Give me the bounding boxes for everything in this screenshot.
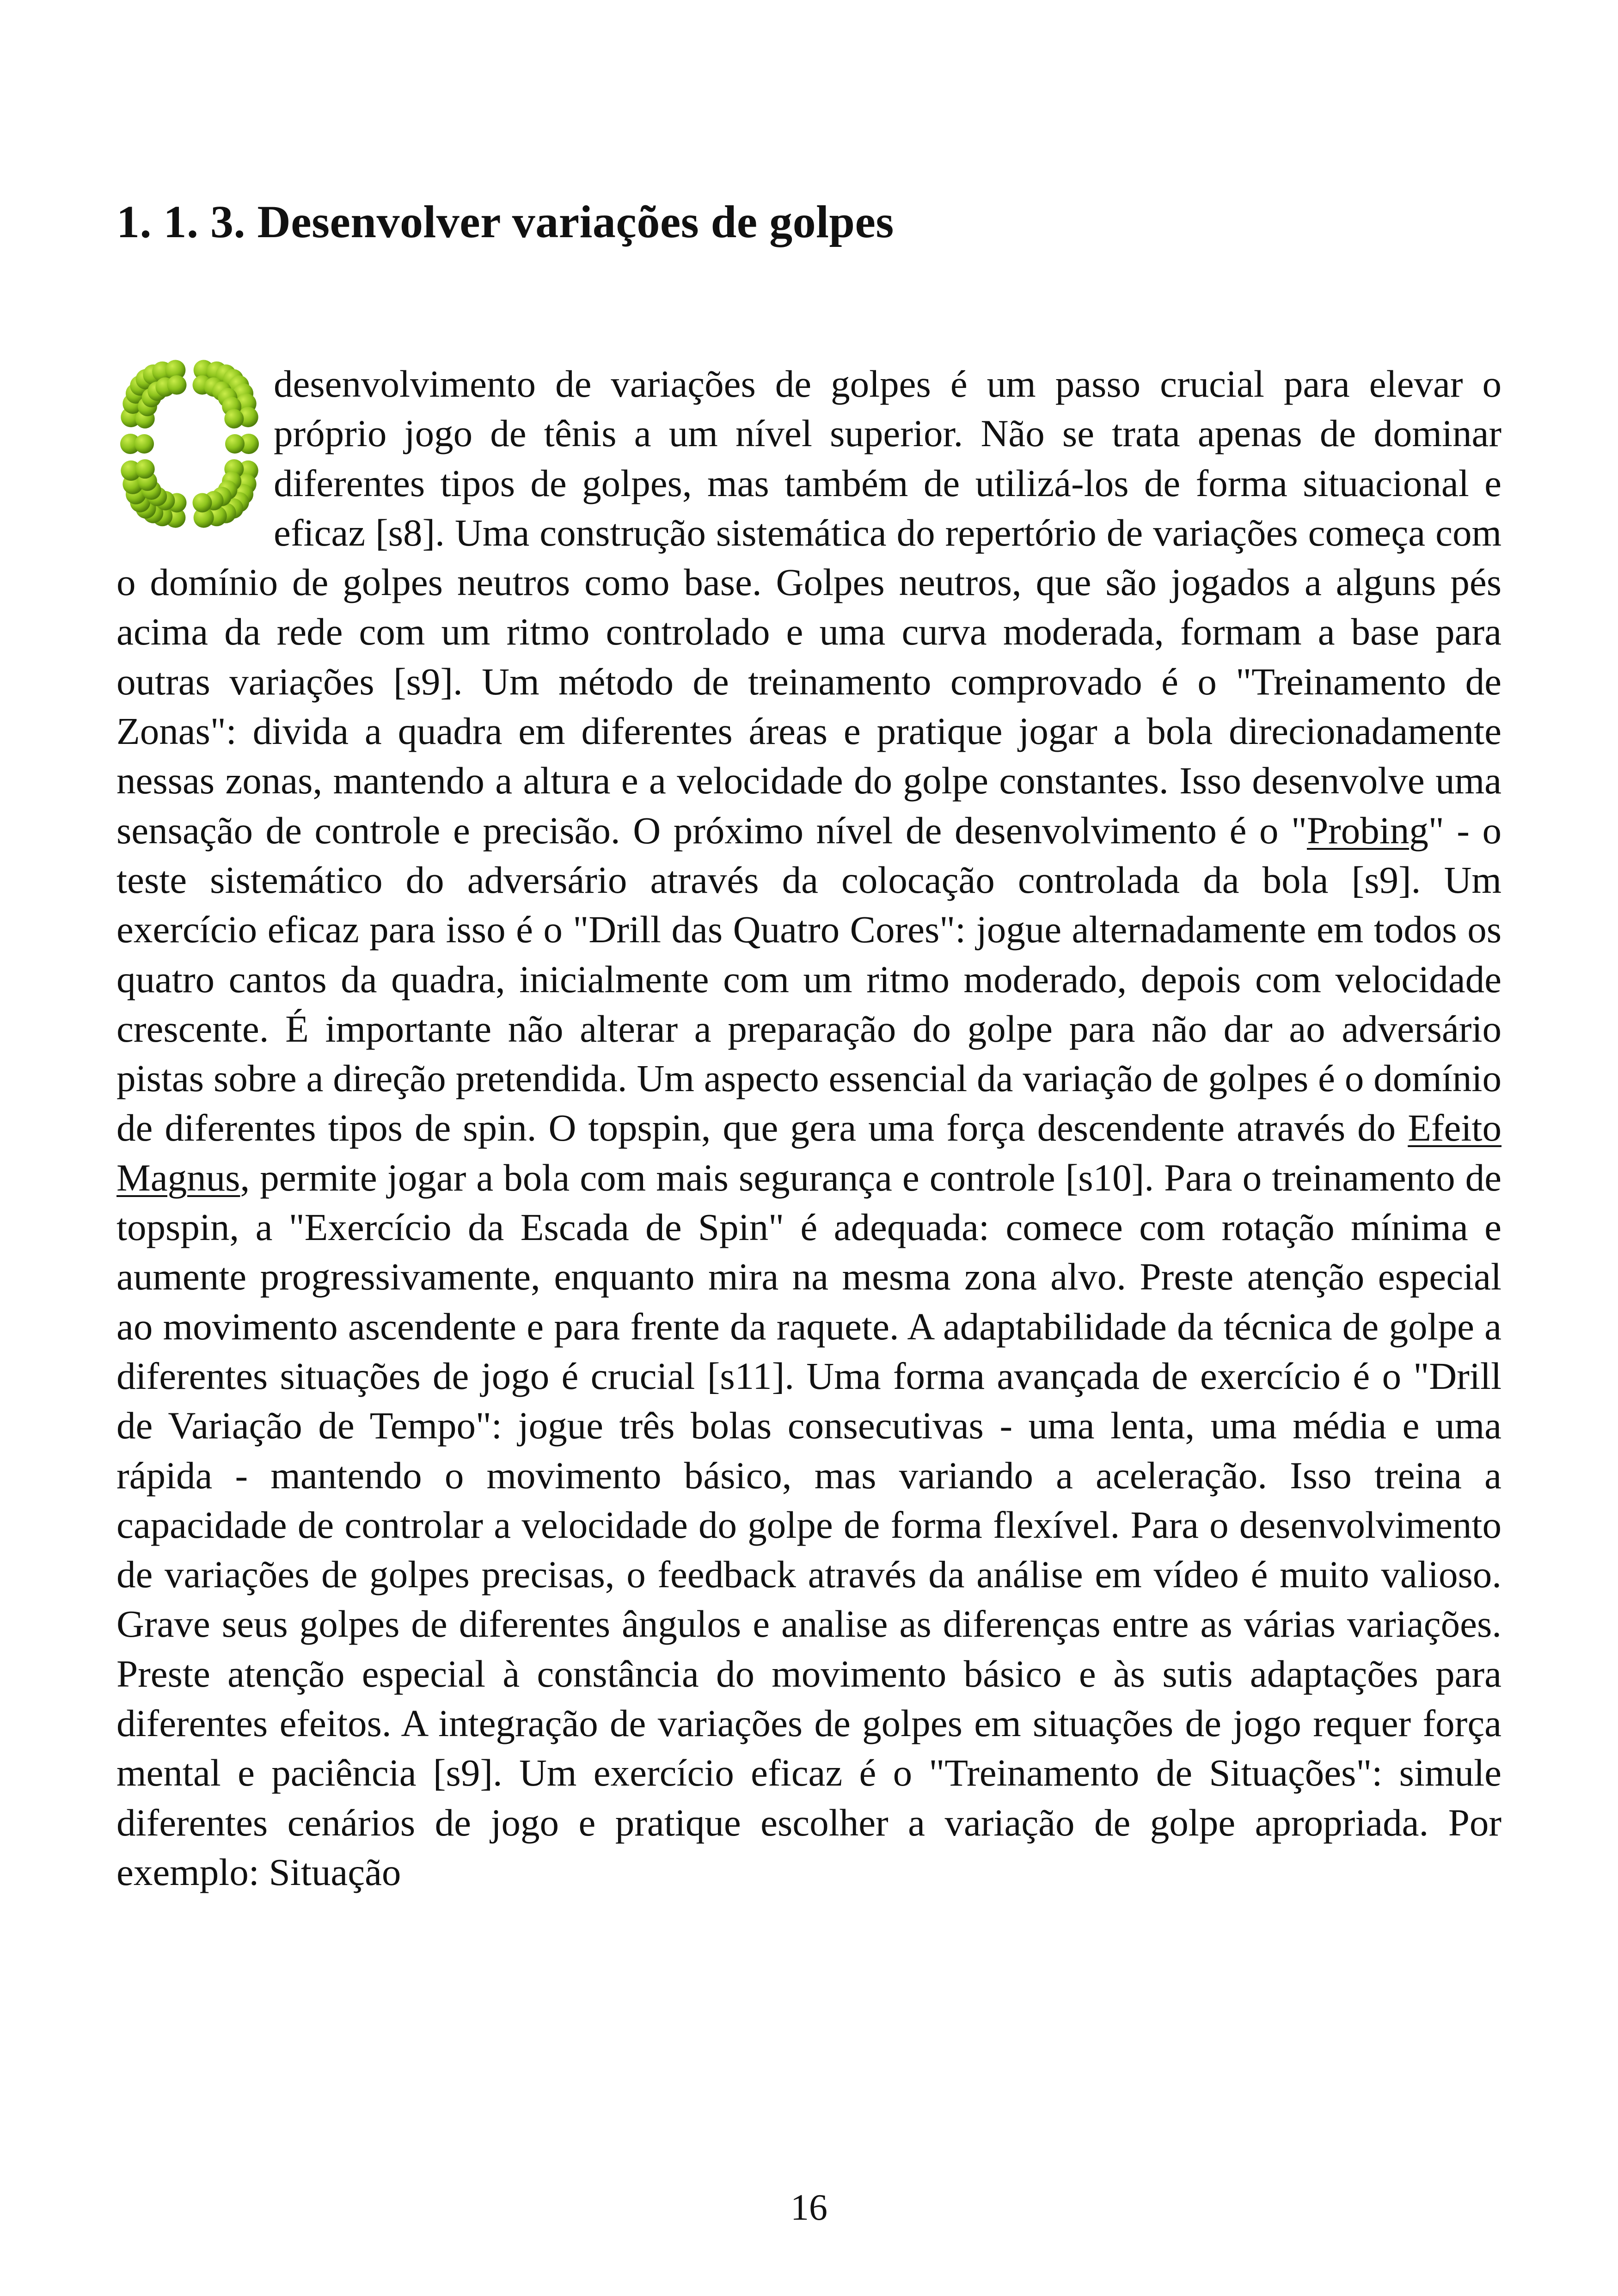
paragraph-text-1: desenvolvimento de variações de golpes é um passo crucial para elevar o próprio jogo de tênis a um nível superior. Não se trata apenas de dominar diferentes tipos de golpes, mas também de utilizá-los de forma situacional e eficaz [s8]. Uma construção sistemática do repertório de variações começa com o domínio de golpes neutros como base. Golpes neutros, que são jogados a alguns pés acima da rede com um ritmo controlado e uma curva moderada, formam a base para outras variações [s9]. Um método de treinamento comprovado é o "Treinamento de Zonas": divida a quadra em diferentes áreas e pratique jogar a bola direcionadamente nessas zonas, mantendo a altura e a velocidade do golpe constantes. Isso desenvolve uma sensação de controle e precisão. O próximo nível de desenvolvimento é o " xyxy=(116,362,1502,852)
tennis-ball xyxy=(224,409,244,429)
section-heading: 1. 1. 3. Desenvolver variações de golpes xyxy=(116,196,894,247)
paragraph-text-3: , permite jogar a bola com mais segurança e controle [s10]. Para o treinamento de topspin, a "Exercício da Escada de Spin" é adequada: comece com rotação mínima e aumente progressivamente, enquanto mira na mesma zona alvo. Preste atenção especial ao movimento ascendente e para frente da raquete. A adaptabilidade da técnica de golpe a diferentes situações de jogo é crucial [s11]. Uma forma avançada de exercício é o "Drill de Variação de Tempo": jogue três bolas consecutivas - uma lenta, uma média e uma rápida - mantendo o movimento básico, mas variando a aceleração. Isso treina a capacidade de controlar a velocidade do golpe de forma flexível. Para o desenvolvimento de variações de golpes precisas, o feedback através da análise em vídeo é muito valioso. Grave seus golpes de diferentes ângulos e analise as diferenças entre as várias variações. Preste atenção especial à constância do movimento básico e às sutis adaptações para diferentes efeitos. A integração de variações de golpes em situações de jogo requer força mental e paciência [s9]. Um exercício eficaz é o "Treinamento de Situações": simule diferentes cenários de jogo e pratique escolher a variação de golpe apropriada. Por exemplo: Situação xyxy=(116,1156,1502,1893)
tennis-ball xyxy=(225,434,245,454)
tennis-ball xyxy=(193,493,212,512)
page-number: 16 xyxy=(791,2187,827,2228)
tennis-ball-letter-o-icon xyxy=(116,359,263,528)
paragraph-text-2: " - o teste sistemático do adversário através da colocação controlada da bola [s9]. Um exercício eficaz para isso é o "Drill das Quatro Cores": jogue alternadamente em todos os quatro cantos da quadra, inicialmente com um ritmo moderado, depois com velocidade crescente. É importante não alterar a preparação do golpe para não dar ao adversário pistas sobre a direção pretendida. Um aspecto essencial da variação de golpes é o domínio de diferentes tipos de spin. O topspin, que gera uma força descendente através do xyxy=(116,809,1502,1149)
tennis-ball xyxy=(167,375,187,395)
tennis-ball xyxy=(135,434,154,454)
body-paragraph xyxy=(116,359,1502,1897)
probing-link[interactable]: Probing xyxy=(1306,809,1428,852)
drop-cap xyxy=(116,359,263,528)
tennis-ball xyxy=(135,459,155,479)
efeito-magnus-link[interactable]: Efeito Magnus xyxy=(116,1106,1502,1199)
